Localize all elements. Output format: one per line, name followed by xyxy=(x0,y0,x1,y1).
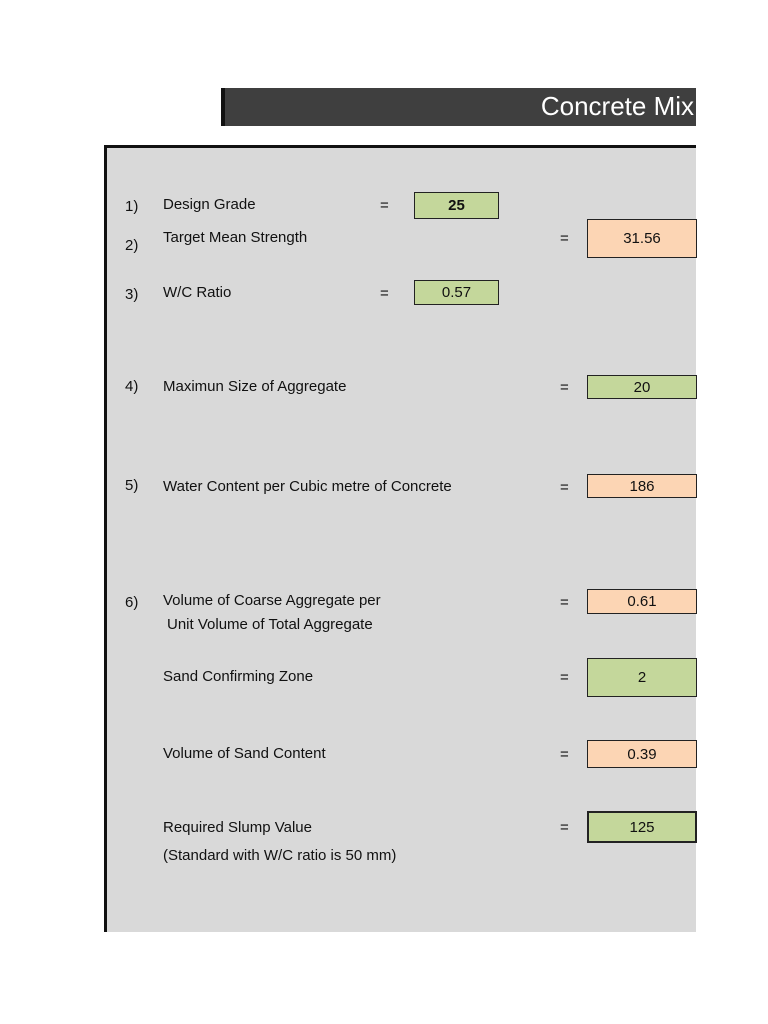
design-grade-label: Design Grade xyxy=(163,196,256,213)
row-number: 5) xyxy=(125,477,139,494)
slump-note: (Standard with W/C ratio is 50 mm) xyxy=(163,847,397,864)
sand-zone-output: 2 xyxy=(587,658,697,697)
sand-zone-label: Sand Confirming Zone xyxy=(163,668,314,685)
target-mean-strength-label: Target Mean Strength xyxy=(163,229,308,246)
row-number: 2) xyxy=(125,237,139,254)
slump-input[interactable]: 125 xyxy=(587,811,697,843)
row-number: 1) xyxy=(125,198,139,215)
row-number: 6) xyxy=(125,594,139,611)
equals-sign: = xyxy=(560,479,569,496)
equals-sign: = xyxy=(560,379,569,396)
max-aggregate-output: 20 xyxy=(587,375,697,399)
max-aggregate-label: Maximun Size of Aggregate xyxy=(163,378,347,395)
sand-content-output: 0.39 xyxy=(587,740,697,768)
water-content-output: 186 xyxy=(587,474,697,498)
target-mean-strength-output: 31.56 xyxy=(587,219,697,258)
equals-sign: = xyxy=(560,594,569,611)
slump-label: Required Slump Value xyxy=(163,819,312,836)
equals-sign: = xyxy=(380,285,389,302)
sand-content-label: Volume of Sand Content xyxy=(163,745,326,762)
equals-sign: = xyxy=(560,746,569,763)
row-number: 3) xyxy=(125,286,139,303)
water-content-label: Water Content per Cubic metre of Concrete xyxy=(163,478,452,495)
wc-ratio-input[interactable]: 0.57 xyxy=(414,280,499,305)
equals-sign: = xyxy=(560,669,569,686)
wc-ratio-label: W/C Ratio xyxy=(163,284,232,301)
equals-sign: = xyxy=(560,819,569,836)
design-grade-input[interactable]: 25 xyxy=(414,192,499,219)
page-title: Concrete Mix xyxy=(540,91,694,121)
coarse-aggregate-output: 0.61 xyxy=(587,589,697,614)
row-number: 4) xyxy=(125,378,139,395)
title-bar xyxy=(221,88,696,126)
equals-sign: = xyxy=(560,230,569,247)
coarse-aggregate-label: Volume of Coarse Aggregate per xyxy=(163,592,381,609)
equals-sign: = xyxy=(380,197,389,214)
coarse-aggregate-label-line2: Unit Volume of Total Aggregate xyxy=(167,616,373,633)
